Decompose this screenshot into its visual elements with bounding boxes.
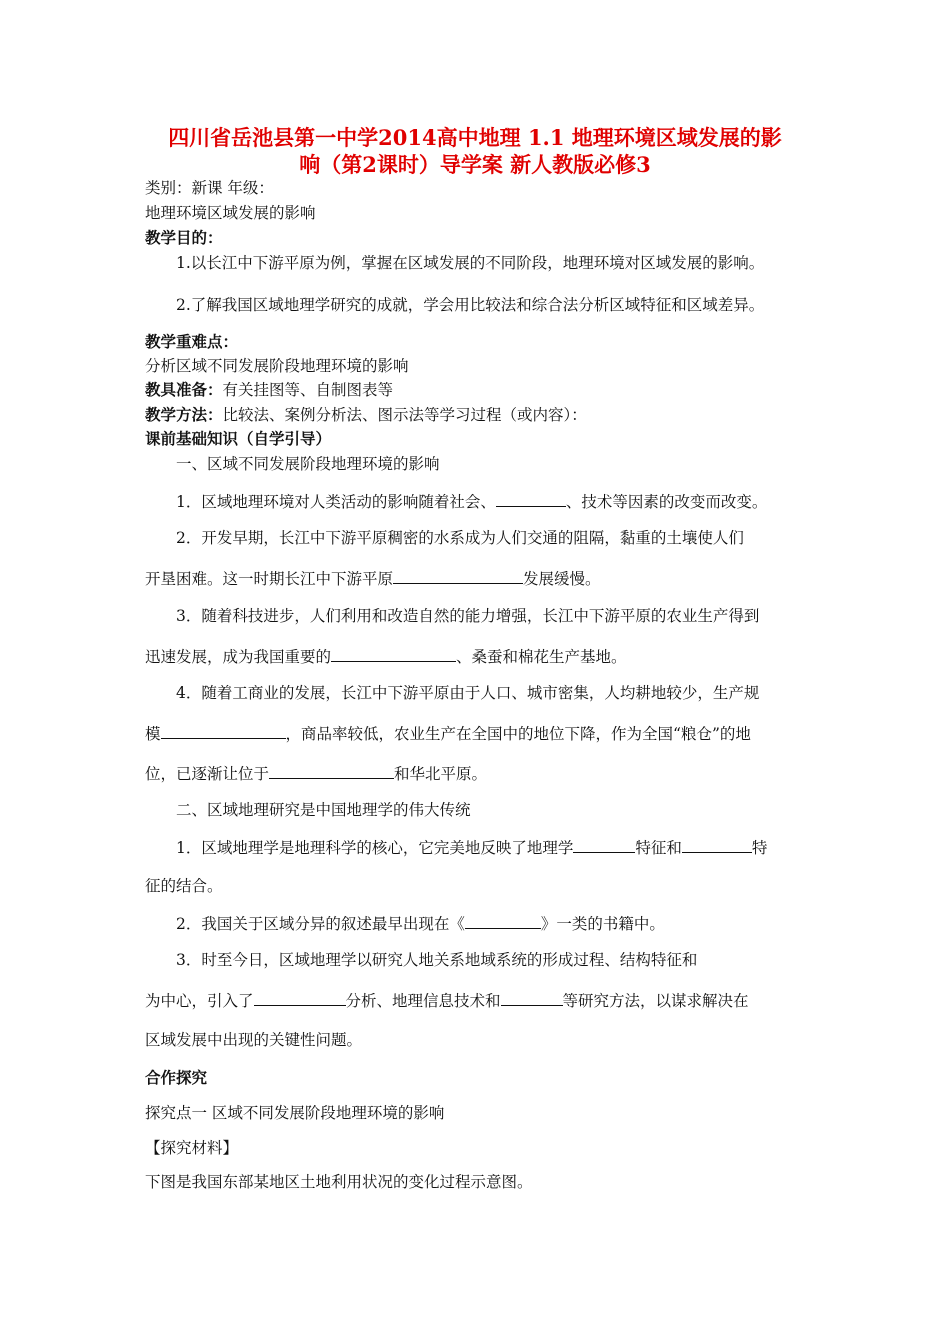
s2-question-3-line-3: 区域发展中出现的关键性问题。 xyxy=(145,1031,363,1049)
topic-line: 地理环境区域发展的影响 xyxy=(145,204,316,222)
methods-text: 比较法、案例分析法、图示法等学习过程（或内容）： xyxy=(222,406,587,424)
answer-blank[interactable] xyxy=(573,837,635,853)
objective-item-1: 1.以长江中下游平原为例，掌握在区域发展的不同阶段，地理环境对区域发展的影响。 xyxy=(176,254,765,272)
s1-question-2-line-1: 2．开发早期，长江中下游平原稠密的水系成为人们交通的阻隔，黏重的土壤使人们 xyxy=(176,529,744,547)
s1-q2-text-b: 发展缓慢。 xyxy=(523,570,601,588)
s2-q3-text-a: 为中心，引入了 xyxy=(145,992,254,1010)
explore-heading: 合作探究 xyxy=(145,1068,208,1087)
s1-question-4-line-2 xyxy=(145,723,751,744)
s1-q3-text-b: 、桑蚕和棉花生产基地。 xyxy=(456,648,627,666)
s1-q4-text-b: ，商品率较低，农业生产在全国中的地位下降，作为全国“粮仓”的地 xyxy=(285,725,751,743)
explore-point-1: 探究点一 区域不同发展阶段地理环境的影响 xyxy=(145,1104,445,1122)
title-line-2: 响（第2课时）导学案 新人教版必修3 xyxy=(299,152,651,177)
s2-question-1-line-2: 征的结合。 xyxy=(145,877,223,895)
tools-text: 有关挂图等、自制图表等 xyxy=(222,381,394,399)
section1-heading: 一、区域不同发展阶段地理环境的影响 xyxy=(176,455,440,473)
answer-blank[interactable] xyxy=(465,913,541,929)
objectives-heading: 教学目的： xyxy=(145,228,223,247)
answer-blank[interactable] xyxy=(254,990,346,1006)
answer-blank[interactable] xyxy=(331,646,456,662)
s1-q3-text-a: 迅速发展，成为我国重要的 xyxy=(145,648,332,666)
answer-blank[interactable] xyxy=(161,723,286,739)
s2-q1-text-b: 特征和 xyxy=(635,839,682,857)
s1-question-4-line-3 xyxy=(145,763,487,784)
s2-q3-text-c: 等研究方法，以谋求解决在 xyxy=(562,992,749,1010)
s2-q2-text-b: 》一类的书籍中。 xyxy=(540,915,665,933)
s1-question-3-line-2 xyxy=(145,646,627,667)
s1-question-4-line-1: 4．随着工商业的发展，长江中下游平原由于人口、城市密集，人均耕地较少，生产规 xyxy=(176,684,760,702)
explore-intro: 下图是我国东部某地区土地利用状况的变化过程示意图。 xyxy=(145,1173,533,1191)
s2-q1-text-c: 特 xyxy=(751,839,768,857)
s2-question-3-line-1: 3．时至今日，区域地理学以研究人地关系地域系统的形成过程、结构特征和 xyxy=(176,951,698,969)
s2-question-2 xyxy=(176,913,665,934)
answer-blank[interactable] xyxy=(393,568,523,584)
s1-q4-text-a: 模 xyxy=(145,725,161,743)
s2-question-1-line-1 xyxy=(176,837,767,858)
title-line-1: 四川省岳池县第一中学2014高中地理 1.1 地理环境区域发展的影 xyxy=(168,125,782,150)
tools-line xyxy=(145,380,393,400)
objective-item-2: 2.了解我国区域地理学研究的成就，学会用比较法和综合法分析区域特征和区域差异。 xyxy=(176,296,765,314)
answer-blank[interactable] xyxy=(496,491,566,507)
s2-question-3-line-2 xyxy=(145,990,749,1011)
methods-line xyxy=(145,405,587,425)
methods-heading: 教学方法： xyxy=(145,405,223,424)
s2-q2-text-a: 2．我国关于区域分异的叙述最早出现在《 xyxy=(176,915,465,933)
prestudy-heading: 课前基础知识（自学引导） xyxy=(145,429,332,448)
s1-q4-text-d: 和华北平原。 xyxy=(394,765,488,783)
document-title xyxy=(120,124,830,178)
s1-q2-text-a: 开垦困难。这一时期长江中下游平原 xyxy=(145,570,394,588)
key-points-heading: 教学重难点： xyxy=(145,332,239,351)
s1-q1-text-a: 1．区域地理环境对人类活动的影响随着社会、 xyxy=(176,493,496,511)
answer-blank[interactable] xyxy=(682,837,752,853)
s1-question-1 xyxy=(176,491,767,512)
tools-heading: 教具准备： xyxy=(145,380,223,399)
s1-question-2-line-2 xyxy=(145,568,601,589)
answer-blank[interactable] xyxy=(501,990,563,1006)
s2-q3-text-b: 分析、地理信息技术和 xyxy=(345,992,501,1010)
answer-blank[interactable] xyxy=(269,763,394,779)
s1-q1-text-b: 、技术等因素的改变而改变。 xyxy=(565,493,768,511)
key-points-text: 分析区域不同发展阶段地理环境的影响 xyxy=(145,357,409,375)
s2-q1-text-a: 1．区域地理学是地理科学的核心，它完美地反映了地理学 xyxy=(176,839,574,857)
s1-q4-text-c: 位，已逐渐让位于 xyxy=(145,765,270,783)
section2-heading: 二、区域地理研究是中国地理学的伟大传统 xyxy=(176,801,471,819)
explore-material: 【探究材料】 xyxy=(145,1139,239,1157)
s1-question-3-line-1: 3．随着科技进步，人们利用和改造自然的能力增强，长江中下游平原的农业生产得到 xyxy=(176,607,760,625)
category-line: 类别：新课 年级： xyxy=(145,179,274,197)
